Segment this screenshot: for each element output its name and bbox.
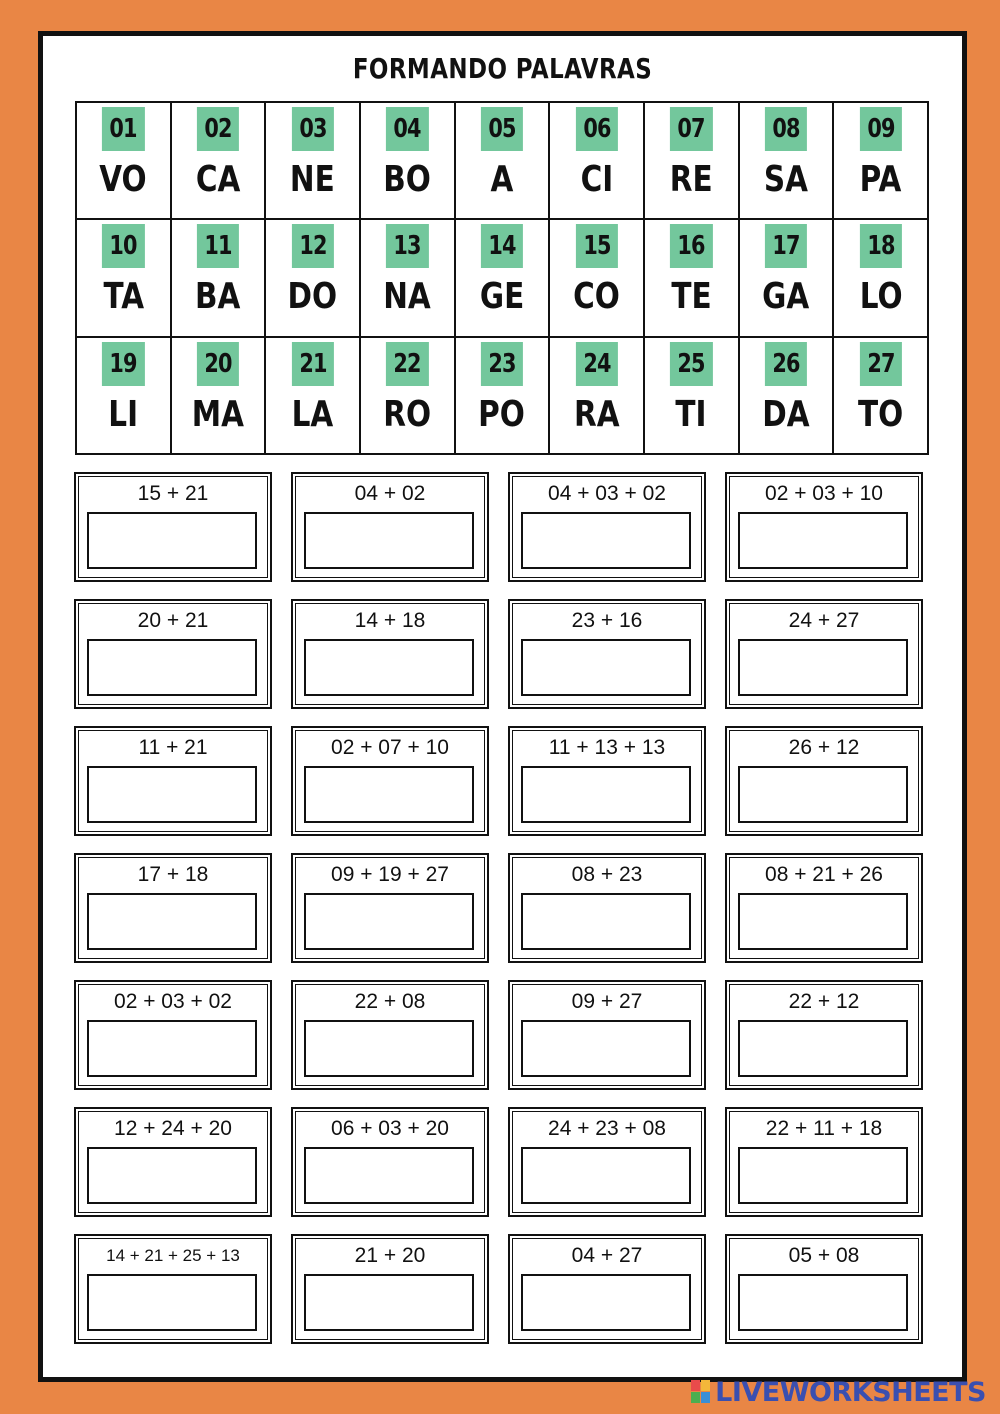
exercise-expression: 09 + 19 + 27	[331, 863, 449, 886]
syllable-text-value: RE	[669, 159, 713, 200]
syllable-text	[266, 276, 359, 317]
liveworksheets-logo-icon	[691, 1380, 711, 1404]
syllable-text	[361, 394, 454, 435]
liveworksheets-brand[interactable]	[691, 1377, 986, 1408]
syllable-text-value: GE	[479, 276, 525, 318]
syllable-text	[834, 394, 927, 435]
syllable-cell	[740, 338, 835, 455]
syllable-cell	[834, 103, 929, 220]
answer-input[interactable]	[521, 1147, 691, 1204]
syllable-text	[834, 276, 927, 317]
syllable-number-text: 22	[393, 348, 421, 379]
syllable-text-value: TI	[675, 393, 707, 435]
syllable-number-text: 10	[109, 231, 138, 262]
syllable-number	[670, 342, 712, 386]
answer-input[interactable]	[738, 1020, 908, 1077]
syllable-cell	[266, 103, 361, 220]
syllable-number	[670, 224, 712, 268]
syllable-cell	[361, 220, 456, 337]
exercise-card	[725, 853, 923, 963]
syllable-number-text: 12	[298, 231, 327, 262]
syllable-number-text: 25	[677, 348, 705, 379]
answer-input[interactable]	[521, 1020, 691, 1077]
answer-input[interactable]	[304, 639, 474, 696]
exercise-card	[508, 599, 706, 709]
answer-input[interactable]	[304, 1274, 474, 1331]
syllable-text-value: TA	[102, 276, 144, 318]
syllable-number	[197, 224, 239, 268]
syllable-text-value: NA	[383, 276, 432, 318]
syllable-number	[670, 107, 712, 151]
exercise-card	[725, 1107, 923, 1217]
syllable-number	[386, 224, 428, 268]
syllable-number-text: 16	[677, 231, 705, 262]
brand-text: LIVEWORKSHEETS	[715, 1377, 986, 1408]
exercise-card	[725, 599, 923, 709]
exercise-expression: 17 + 18	[137, 863, 209, 886]
syllable-number-text: 09	[866, 114, 895, 144]
syllable-number-text: 02	[204, 114, 232, 144]
syllable-text	[645, 159, 738, 200]
exercise-expression: 06 + 03 + 20	[331, 1117, 449, 1140]
syllable-text	[456, 276, 549, 317]
exercise-expression: 02 + 03 + 02	[114, 990, 232, 1013]
syllable-number	[292, 107, 334, 151]
syllable-text	[740, 276, 833, 317]
exercise-expression: 11 + 21	[138, 736, 208, 759]
answer-input[interactable]	[738, 893, 908, 950]
syllable-number	[102, 224, 144, 268]
syllable-number-text: 24	[582, 348, 611, 379]
answer-input[interactable]	[521, 766, 691, 823]
exercise-card	[291, 472, 489, 582]
syllable-number-text: 05	[488, 114, 516, 144]
answer-input[interactable]	[521, 512, 691, 569]
exercise-expression: 09 + 27	[571, 990, 643, 1013]
exercise-expression: 14 + 18	[354, 609, 426, 632]
exercise-expression: 23 + 16	[571, 609, 643, 632]
syllable-number	[576, 342, 618, 386]
syllable-text	[77, 159, 170, 200]
answer-input[interactable]	[87, 1274, 257, 1331]
syllable-number-text: 26	[772, 348, 800, 379]
syllable-text	[361, 159, 454, 200]
syllable-text	[172, 394, 265, 435]
syllable-cell	[834, 338, 929, 455]
answer-input[interactable]	[738, 1274, 908, 1331]
exercise-card	[291, 1234, 489, 1344]
syllable-text-value: A	[490, 159, 514, 200]
syllable-number	[481, 224, 523, 268]
syllable-text-value: VO	[99, 159, 148, 200]
exercise-expression: 02 + 07 + 10	[331, 736, 449, 759]
exercise-card	[508, 472, 706, 582]
exercise-card	[508, 1107, 706, 1217]
exercise-card	[291, 599, 489, 709]
syllable-text-value: PA	[859, 159, 902, 200]
syllable-number-text: 15	[582, 231, 611, 262]
syllable-text	[172, 159, 265, 200]
syllable-number-text: 11	[204, 231, 232, 262]
answer-input[interactable]	[738, 639, 908, 696]
exercise-card	[725, 1234, 923, 1344]
syllable-cell	[645, 220, 740, 337]
syllable-cell	[266, 338, 361, 455]
exercise-card	[725, 472, 923, 582]
syllable-text	[645, 394, 738, 435]
exercise-expression: 02 + 03 + 10	[765, 482, 883, 505]
exercise-card	[508, 726, 706, 836]
syllable-cell	[361, 338, 456, 455]
exercise-card	[508, 853, 706, 963]
syllable-cell	[740, 220, 835, 337]
syllable-text	[456, 159, 549, 200]
syllable-text-value: PO	[478, 393, 526, 435]
syllable-cell	[740, 103, 835, 220]
answer-input[interactable]	[87, 893, 257, 950]
syllable-cell	[550, 220, 645, 337]
syllable-number	[765, 107, 807, 151]
syllable-cell	[77, 220, 172, 337]
syllable-number-text: 03	[298, 114, 327, 144]
answer-input[interactable]	[304, 1020, 474, 1077]
syllable-text-value: DO	[287, 276, 338, 318]
syllable-number	[765, 224, 807, 268]
syllable-number	[197, 107, 239, 151]
syllable-text	[77, 394, 170, 435]
syllable-number	[102, 107, 144, 151]
syllable-number-text: 18	[866, 231, 895, 262]
syllable-number-text: 27	[866, 348, 895, 379]
answer-input[interactable]	[87, 1020, 257, 1077]
syllable-number-text: 08	[772, 114, 800, 144]
syllable-number	[386, 107, 428, 151]
syllable-text-value: TE	[671, 276, 712, 318]
exercise-card	[74, 980, 272, 1090]
exercise-expression: 05 + 08	[788, 1244, 860, 1267]
answer-input[interactable]	[521, 893, 691, 950]
syllable-cell	[456, 220, 551, 337]
syllable-number-text: 07	[677, 114, 705, 144]
syllable-text	[550, 276, 643, 317]
answer-input[interactable]	[304, 512, 474, 569]
syllable-text	[740, 394, 833, 435]
answer-input[interactable]	[87, 766, 257, 823]
syllable-text	[550, 394, 643, 435]
syllable-number	[860, 342, 902, 386]
syllable-number-text: 14	[488, 231, 516, 262]
syllable-text-value: NE	[290, 159, 336, 200]
syllable-text	[550, 159, 643, 200]
syllable-number	[860, 224, 902, 268]
syllable-cell	[172, 220, 267, 337]
answer-input[interactable]	[304, 766, 474, 823]
syllable-text-value: RA	[573, 393, 620, 435]
exercise-card	[74, 726, 272, 836]
page-title: FORMANDO PALAVRAS	[352, 52, 653, 85]
answer-input[interactable]	[521, 1274, 691, 1331]
syllable-text	[645, 276, 738, 317]
exercise-expression: 04 + 02	[354, 482, 426, 505]
exercise-expression: 11 + 13 + 13	[548, 736, 666, 759]
exercise-expression: 26 + 12	[788, 736, 860, 759]
exercise-card	[291, 980, 489, 1090]
exercise-grid	[74, 472, 926, 1344]
syllable-number-text: 01	[109, 114, 138, 144]
syllable-text-value: CA	[195, 159, 241, 200]
syllable-text-value: MA	[191, 393, 245, 435]
syllable-number-text: 23	[488, 348, 516, 379]
exercise-card	[291, 726, 489, 836]
exercise-expression: 22 + 08	[354, 990, 426, 1013]
exercise-expression: 04 + 27	[571, 1244, 643, 1267]
syllable-text	[834, 159, 927, 200]
syllable-text-value: DA	[762, 393, 810, 435]
exercise-expression: 12 + 24 + 20	[114, 1117, 232, 1140]
answer-input[interactable]	[87, 512, 257, 569]
exercise-card	[725, 726, 923, 836]
syllable-text	[740, 159, 833, 200]
syllable-number	[481, 342, 523, 386]
answer-input[interactable]	[304, 1147, 474, 1204]
exercise-card	[74, 472, 272, 582]
syllable-text-value: BA	[195, 276, 241, 318]
exercise-expression: 15 + 21	[137, 482, 209, 505]
syllable-number	[576, 224, 618, 268]
exercise-card	[291, 1107, 489, 1217]
syllable-cell	[456, 338, 551, 455]
syllable-number-text: 21	[298, 348, 327, 379]
exercise-expression: 22 + 12	[788, 990, 860, 1013]
answer-input[interactable]	[738, 512, 908, 569]
syllable-number	[386, 342, 428, 386]
exercise-card	[508, 980, 706, 1090]
syllable-cell	[834, 220, 929, 337]
exercise-expression: 14 + 21 + 25 + 13	[106, 1246, 240, 1265]
syllable-number	[860, 107, 902, 151]
syllable-text-value: RO	[383, 393, 432, 435]
syllable-text-value: LA	[291, 393, 334, 435]
exercise-expression: 24 + 23 + 08	[548, 1117, 666, 1140]
syllable-text-value: CO	[573, 276, 621, 318]
syllable-number-text: 19	[109, 348, 138, 379]
syllable-number-text: 04	[393, 114, 421, 144]
syllable-cell	[172, 103, 267, 220]
syllable-text-value: LI	[108, 393, 139, 435]
exercise-expression: 21 + 20	[354, 1244, 426, 1267]
syllable-number-text: 17	[772, 231, 800, 262]
exercise-expression: 24 + 27	[788, 609, 860, 632]
syllable-cell	[172, 338, 267, 455]
exercise-card	[508, 1234, 706, 1344]
syllable-text	[77, 276, 170, 317]
syllable-number-text: 20	[204, 348, 232, 379]
syllable-number	[292, 342, 334, 386]
exercise-expression: 20 + 21	[137, 609, 209, 632]
exercise-expression: 22 + 11 + 18	[765, 1117, 883, 1140]
exercise-card	[74, 1107, 272, 1217]
syllable-table	[75, 101, 929, 455]
answer-input[interactable]	[738, 766, 908, 823]
answer-input[interactable]	[87, 1147, 257, 1204]
syllable-text	[361, 276, 454, 317]
syllable-number-text: 13	[393, 231, 421, 262]
syllable-text	[266, 394, 359, 435]
worksheet	[38, 31, 967, 1382]
answer-input[interactable]	[87, 639, 257, 696]
syllable-cell	[77, 338, 172, 455]
exercise-expression: 08 + 21 + 26	[765, 863, 883, 886]
syllable-number	[197, 342, 239, 386]
syllable-cell	[361, 103, 456, 220]
answer-input[interactable]	[304, 893, 474, 950]
syllable-cell	[550, 103, 645, 220]
syllable-cell	[550, 338, 645, 455]
syllable-number	[292, 224, 334, 268]
syllable-text-value: CI	[580, 159, 613, 200]
syllable-text-value: LO	[859, 276, 903, 318]
exercise-card	[74, 1234, 272, 1344]
syllable-text	[266, 159, 359, 200]
syllable-number-text: 06	[582, 114, 611, 144]
syllable-text	[172, 276, 265, 317]
exercise-card	[291, 853, 489, 963]
syllable-cell	[77, 103, 172, 220]
syllable-cell	[645, 338, 740, 455]
syllable-text-value: BO	[383, 159, 432, 200]
exercise-card	[74, 599, 272, 709]
syllable-number	[481, 107, 523, 151]
syllable-text-value: GA	[762, 276, 810, 318]
syllable-text	[456, 394, 549, 435]
syllable-text-value: TO	[858, 393, 904, 435]
exercise-expression: 04 + 03 + 02	[548, 482, 666, 505]
syllable-cell	[645, 103, 740, 220]
exercise-card	[725, 980, 923, 1090]
exercise-expression: 08 + 23	[571, 863, 643, 886]
syllable-cell	[456, 103, 551, 220]
answer-input[interactable]	[521, 639, 691, 696]
syllable-number	[765, 342, 807, 386]
syllable-cell	[266, 220, 361, 337]
syllable-number	[576, 107, 618, 151]
syllable-number	[102, 342, 144, 386]
exercise-card	[74, 853, 272, 963]
answer-input[interactable]	[738, 1147, 908, 1204]
syllable-text-value: SA	[763, 159, 809, 200]
